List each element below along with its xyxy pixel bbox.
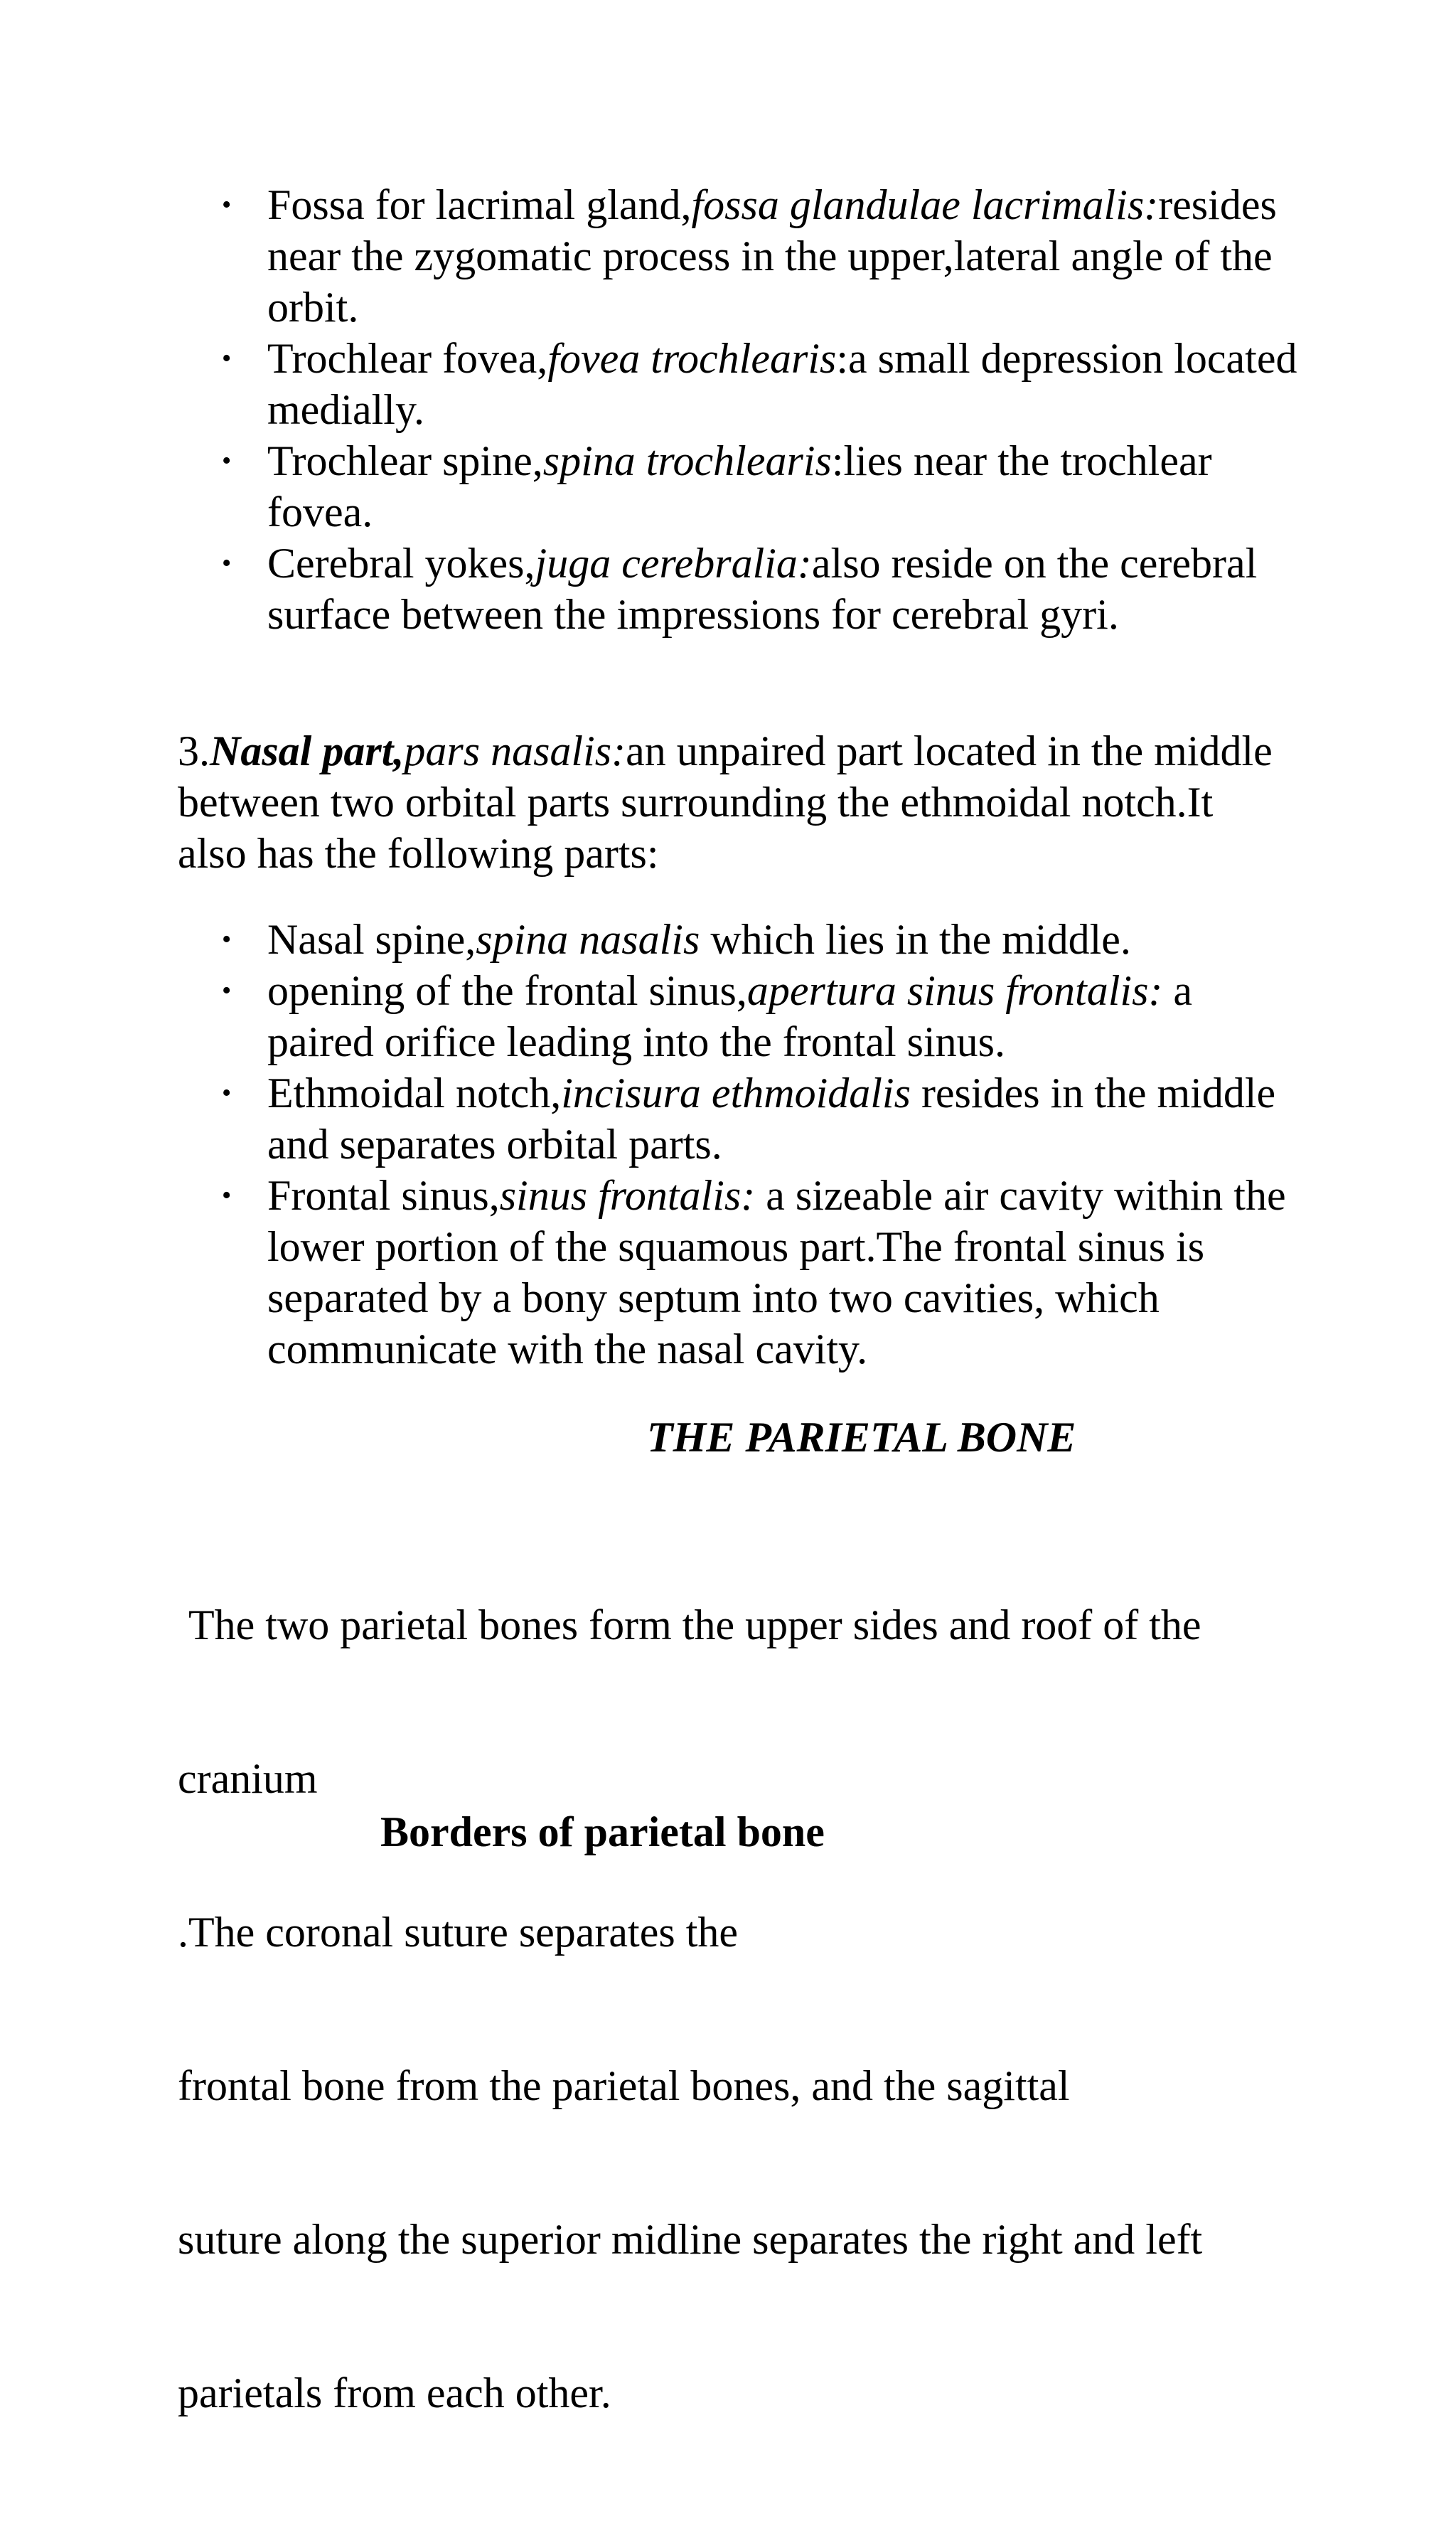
- nasal-features-list: [0, 914, 1298, 1375]
- list-item: • Nasal spine,spina nasalis which lies in the middle.: [0, 914, 1298, 965]
- list-item: • Ethmoidal notch,incisura ethmoidalis resides in the middle and separates orbital parts.: [0, 1067, 1298, 1170]
- list-item: • opening of the frontal sinus,apertura sinus frontalis: a paired orifice leading into the frontal sinus.: [0, 965, 1298, 1067]
- nasal-part-paragraph: 3.Nasal part,pars nasalis:an unpaired part located in the middle between two orbital parts surrounding the ethmoidal notch.It also has the following parts:: [178, 727, 1273, 877]
- parietal-paragraph: The two parietal bones form the upper sides and roof of the cranium .The coronal suture separates the frontal bone from the parietal bones, and the sagittal suture along the superior midline separates the right and left parietals from each other.: [178, 1601, 1203, 2416]
- list-item: • Frontal sinus,sinus frontalis: a sizeable air cavity within the lower portion of the squamous part.The frontal sinus is separated by a bony septum into two cavities, which communicate with the nasal cavity.: [0, 1170, 1298, 1375]
- subsection-heading: Borders of parietal bone: [380, 1808, 825, 1855]
- list-item: • Cerebral yokes,juga cerebralia:also reside on the cerebral surface between the impressions for cerebral gyri.: [0, 538, 1298, 640]
- list-item: • Trochlear spine,spina trochlearis:lies near the trochlear fovea.: [0, 435, 1298, 538]
- list-item: • Fossa for lacrimal gland,fossa glandulae lacrimalis:resides near the zygomatic process in the upper,lateral angle of the orbit.: [0, 179, 1298, 333]
- list-item: • Trochlear fovea,fovea trochlearis:a small depression located medially.: [0, 333, 1298, 435]
- section-heading: THE PARIETAL BONE: [647, 1414, 1076, 1461]
- orbital-features-list: [0, 179, 1298, 640]
